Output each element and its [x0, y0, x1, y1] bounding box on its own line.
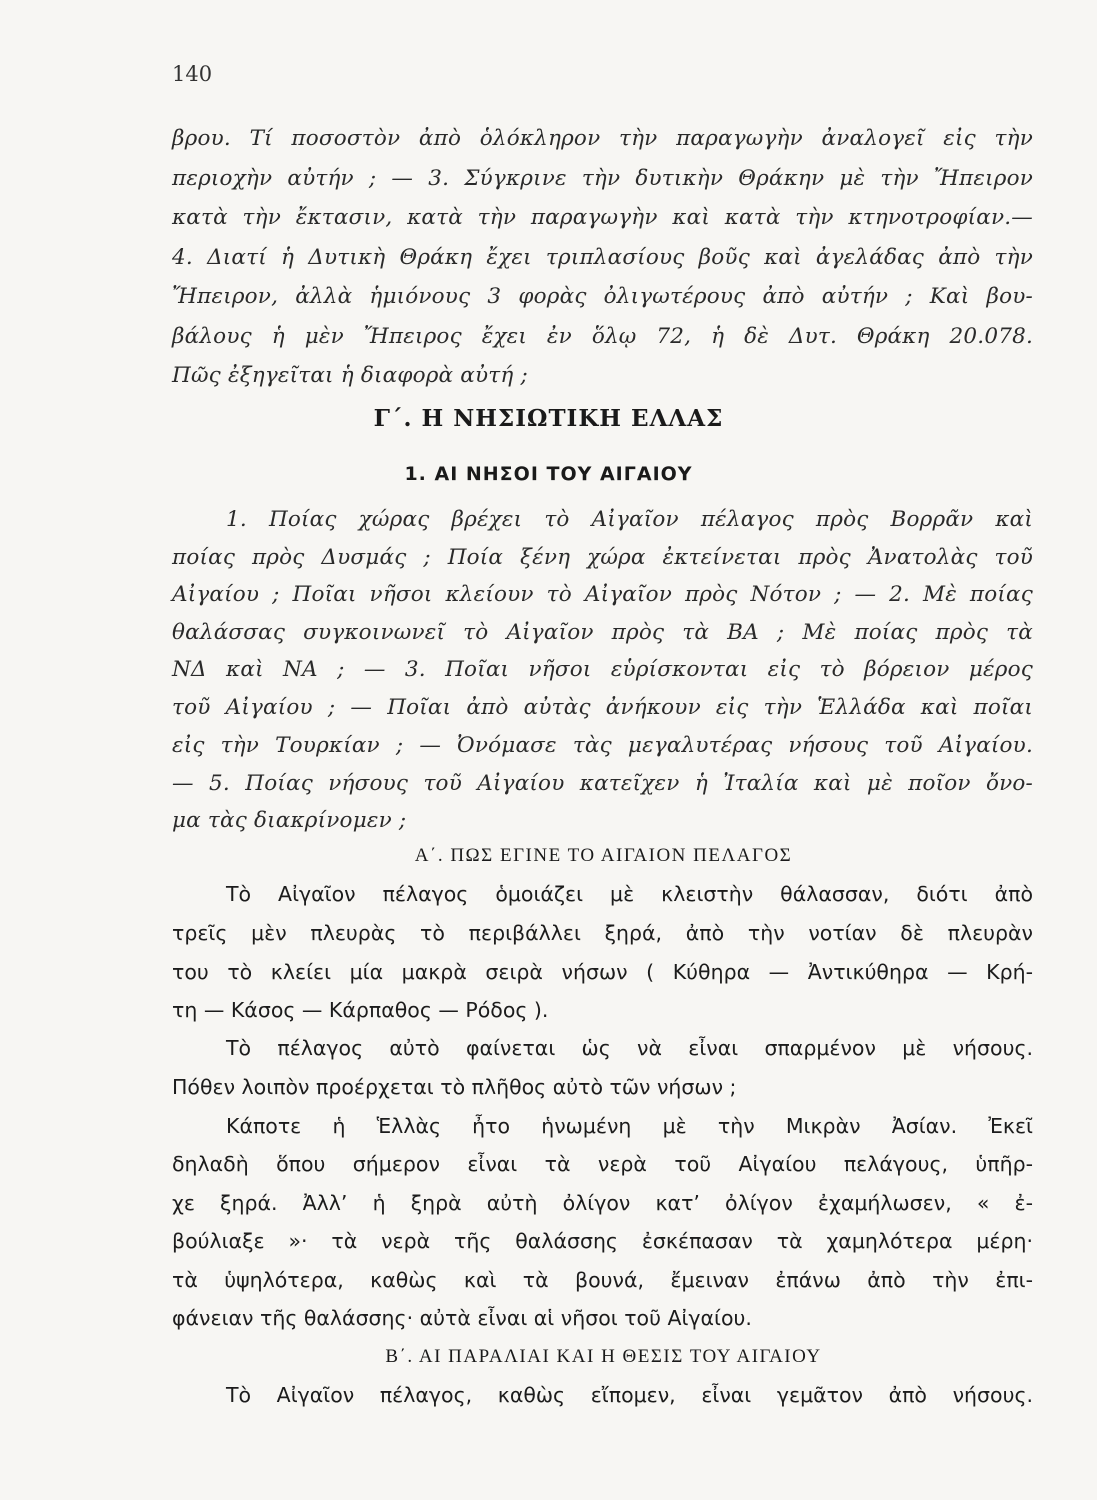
text-line: θαλάσσας συγκοινωνεῖ τὸ Αἰγαῖον πρὸς τὰ ΒΑ ; Μὲ ποίας πρὸς τὰ — [172, 620, 1033, 645]
text-line: — 5. Ποίας νήσους τοῦ Αἰγαίου κατεῖχεν ἡ Ἰταλία καὶ μὲ ποῖον ὄνο- — [172, 771, 1033, 796]
page-number: 140 — [172, 62, 213, 86]
text-line: τη — Κάσος — Κάρπαθος — Ρόδος ). — [172, 998, 549, 1022]
text-line: περιοχὴν αὐτήν ; — 3. Σύγκρινε τὴν δυτικὴν Θράκην μὲ τὴν Ἤπειρον — [172, 166, 1033, 191]
text-line: ΝΔ καὶ ΝΑ ; — 3. Ποῖαι νῆσοι εὑρίσκονται εἰς τὸ βόρειον μέρος — [172, 657, 1033, 682]
text-line: βρου. Τί ποσοστὸν ἀπὸ ὁλόκληρον τὴν παραγωγὴν ἀναλογεῖ εἰς τὴν — [172, 126, 1033, 151]
text-line: Πόθεν λοιπὸν προέρχεται τὸ πλῆθος αὐτὸ τῶν νήσων ; — [172, 1075, 737, 1099]
text-line: Πῶς ἐξηγεῖται ἡ διαφορὰ αὐτή ; — [172, 363, 528, 388]
chapter-title: Γ΄. Η ΝΗΣΙΩΤΙΚΗ ΕΛΛΑΣ — [373, 405, 724, 432]
subchapter-title: 1. ΑΙ ΝΗΣΟΙ ΤΟΥ ΑΙΓΑΙΟΥ — [404, 463, 693, 485]
text-line: ποίας πρὸς Δυσμάς ; Ποία ξένη χώρα ἐκτείνεται πρὸς Ἀνατολὰς τοῦ — [172, 545, 1033, 570]
text-line: βάλους ἡ μὲν Ἤπειρος ἔχει ἐν ὅλῳ 72, ἡ δὲ Δυτ. Θράκη 20.078. — [172, 324, 1033, 349]
section-heading: Β΄. ΑΙ ΠΑΡΑΛΙΑΙ ΚΑΙ Η ΘΕΣΙΣ ΤΟΥ ΑΙΓΑΙΟΥ — [385, 1346, 822, 1367]
text-line: τοῦ Αἰγαίου ; — Ποῖαι ἀπὸ αὐτὰς ἀνήκουν εἰς τὴν Ἑλλάδα καὶ ποῖαι — [172, 695, 1033, 720]
text-line: 4. Διατί ἡ Δυτικὴ Θράκη ἔχει τριπλασίους βοῦς καὶ ἀγελάδας ἀπὸ τὴν — [172, 245, 1033, 270]
section-heading: Α΄. ΠΩΣ ΕΓΙΝΕ ΤΟ ΑΙΓΑΙΟΝ ΠΕΛΑΓΟΣ — [414, 845, 793, 866]
text-line: 1. Ποίας χώρας βρέχει τὸ Αἰγαῖον πέλαγος πρὸς Βορρᾶν καὶ — [226, 507, 1033, 532]
text-line: μα τὰς διακρίνομεν ; — [172, 808, 407, 833]
text-line: βούλιαξε »· τὰ νερὰ τῆς θαλάσσης ἐσκέπασαν τὰ χαμηλότερα μέρη· — [172, 1229, 1033, 1253]
text-line: τὰ ὑψηλότερα, καθὼς καὶ τὰ βουνά, ἔμειναν ἐπάνω ἀπὸ τὴν ἐπι- — [172, 1268, 1033, 1292]
text-line: Αἰγαίου ; Ποῖαι νῆσοι κλείουν τὸ Αἰγαῖον πρὸς Νότον ; — 2. Μὲ ποίας — [172, 582, 1033, 607]
text-line: χε ξηρά. Ἀλλ’ ἡ ξηρὰ αὐτὴ ὀλίγον κατ’ ὀλίγον ἐχαμήλωσεν, « ἐ- — [172, 1191, 1033, 1215]
text-line: εἰς τὴν Τουρκίαν ; — Ὀνόμασε τὰς μεγαλυτέρας νήσους τοῦ Αἰγαίου. — [172, 733, 1033, 758]
text-line: του τὸ κλείει μία μακρὰ σειρὰ νήσων ( Κύθηρα — Ἀντικύθηρα — Κρή- — [172, 960, 1033, 984]
text-line: Τὸ πέλαγος αὐτὸ φαίνεται ὡς νὰ εἶναι σπαρμένον μὲ νήσους. — [226, 1036, 1033, 1060]
text-line: Κάποτε ἡ Ἑλλὰς ἦτο ἡνωμένη μὲ τὴν Μικρὰν Ἀσίαν. Ἐκεῖ — [226, 1114, 1033, 1138]
text-line: Τὸ Αἰγαῖον πέλαγος ὁμοιάζει μὲ κλειστὴν θάλασσαν, διότι ἀπὸ — [226, 882, 1033, 906]
text-line: φάνειαν τῆς θαλάσσης· αὐτὰ εἶναι αἱ νῆσοι τοῦ Αἰγαίου. — [172, 1306, 752, 1330]
text-line: τρεῖς μὲν πλευρὰς τὸ περιβάλλει ξηρά, ἀπὸ τὴν νοτίαν δὲ πλευρὰν — [172, 921, 1033, 945]
text-line: κατὰ τὴν ἔκτασιν, κατὰ τὴν παραγωγὴν καὶ κατὰ τὴν κτηνοτροφίαν.— — [172, 205, 1033, 230]
text-line: δηλαδὴ ὅπου σήμερον εἶναι τὰ νερὰ τοῦ Αἰγαίου πελάγους, ὑπῆρ- — [172, 1152, 1033, 1176]
text-line: Τὸ Αἰγαῖον πέλαγος, καθὼς εἴπομεν, εἶναι γεμᾶτον ἀπὸ νήσους. — [226, 1383, 1033, 1407]
text-line: Ἤπειρον, ἀλλὰ ἡμιόνους 3 φορὰς ὀλιγωτέρους ἀπὸ αὐτήν ; Καὶ βου- — [172, 284, 1033, 309]
